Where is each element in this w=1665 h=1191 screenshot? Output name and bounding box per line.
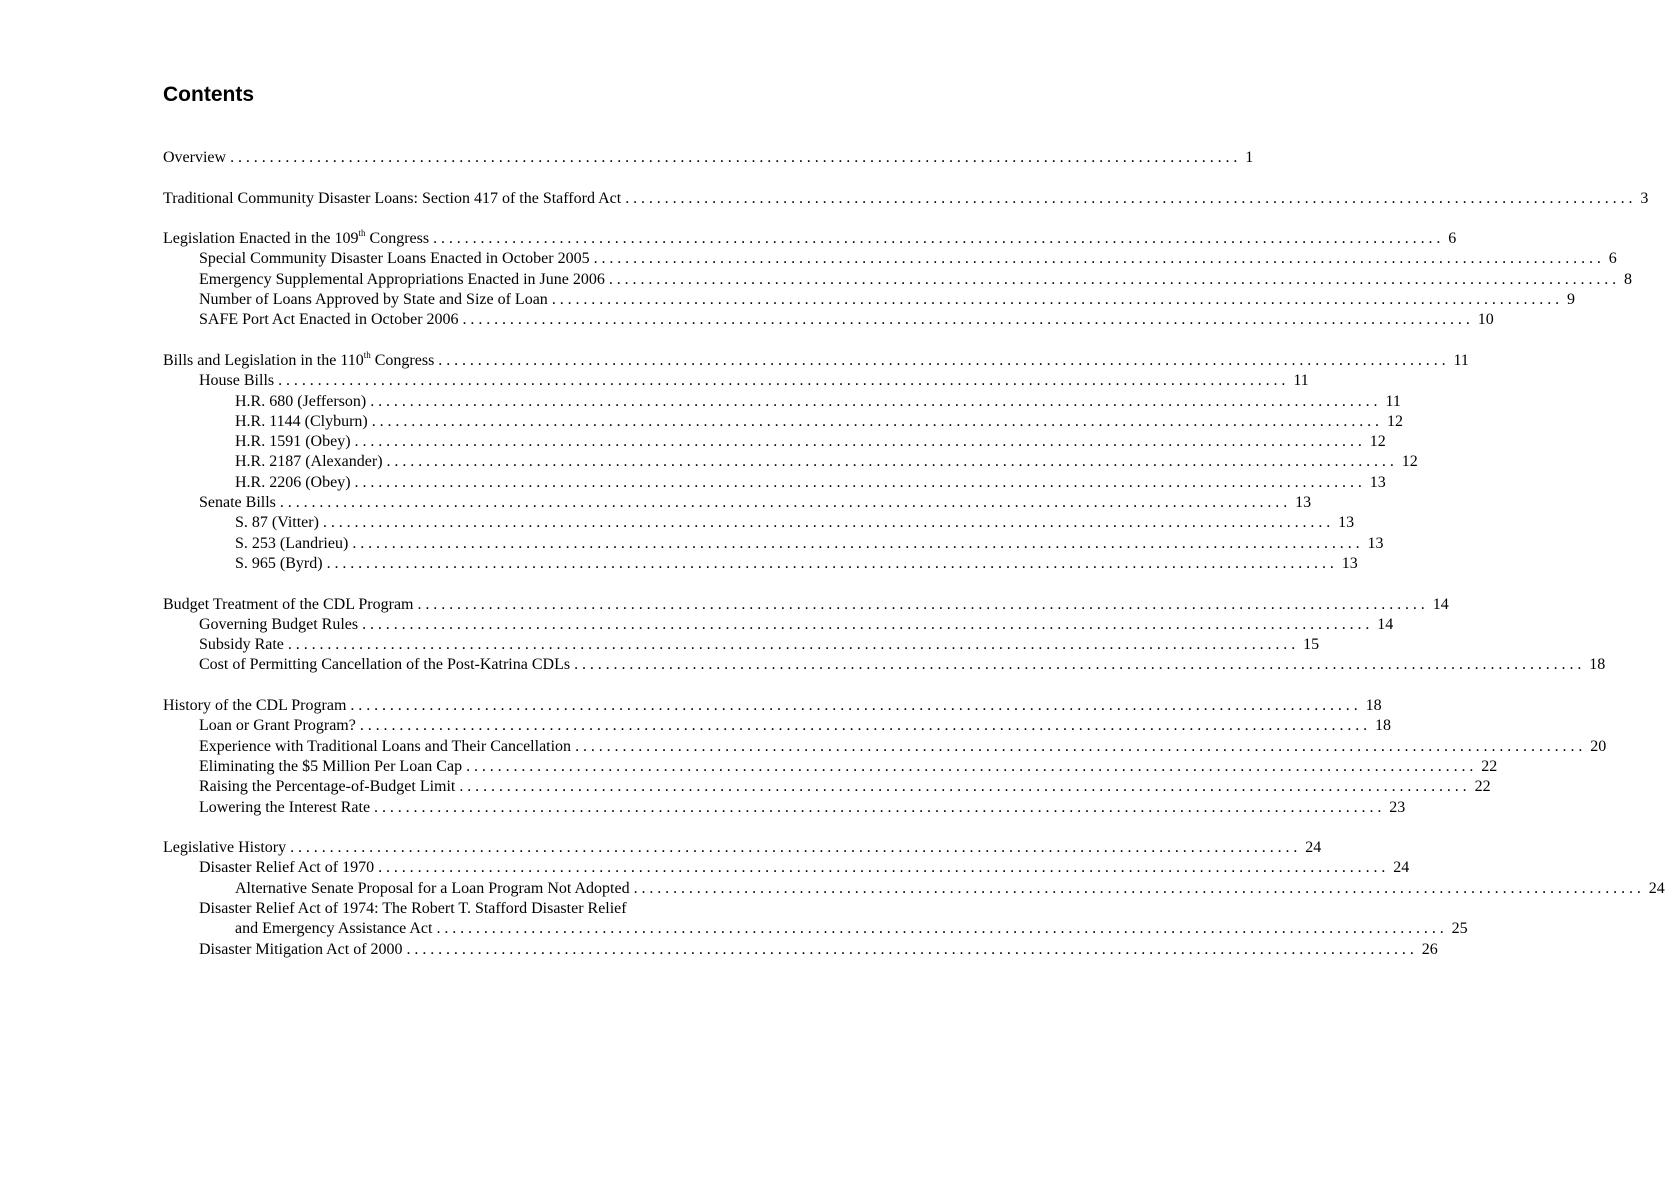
toc-entry[interactable] <box>163 716 1392 736</box>
dot-leader: ................................................................................................................................ <box>371 412 1383 430</box>
toc-page-number: 12 <box>1401 453 1418 471</box>
toc-entry-title: Eliminating the $5 Million Per Loan Cap <box>199 757 463 775</box>
table-of-contents <box>163 148 1665 980</box>
toc-entry[interactable] <box>163 513 1355 533</box>
toc-entry-title: Subsidy Rate <box>199 636 284 654</box>
toc-page-number: 18 <box>1589 656 1606 674</box>
toc-entry-title: Senate Bills <box>199 494 276 512</box>
toc-page-number: 12 <box>1386 412 1403 430</box>
toc-entry-title: Cost of Permitting Cancellation of the Post-Katrina CDLs <box>199 656 571 674</box>
dot-leader: ................................................................................................................................ <box>386 453 1398 471</box>
toc-entry-title: House Bills <box>199 372 275 390</box>
toc-entry[interactable] <box>163 757 1498 777</box>
toc-entry-title-text: Congress <box>365 230 430 248</box>
toc-page-number: 25 <box>1451 920 1468 938</box>
toc-entry-title: Disaster Relief Act of 1970 <box>199 859 375 877</box>
toc-page-number: 22 <box>1474 778 1491 796</box>
toc-page-number: 22 <box>1481 757 1498 775</box>
dot-leader: ................................................................................................................................ <box>230 149 1242 166</box>
toc-page-number: 14 <box>1377 615 1394 633</box>
toc-section <box>163 696 1607 818</box>
toc-page-number: 12 <box>1369 433 1386 451</box>
toc-entry-title: H.R. 2187 (Alexander) <box>235 453 383 471</box>
toc-page-number: 11 <box>1293 372 1309 390</box>
toc-entry[interactable] <box>163 432 1386 452</box>
ordinal-suffix: th <box>363 349 371 360</box>
toc-entry-title: H.R. 2206 (Obey) <box>235 473 351 491</box>
toc-entry-title: Legislative History <box>163 839 287 857</box>
dot-leader: ................................................................................................................................ <box>625 189 1637 207</box>
toc-entry[interactable] <box>163 493 1312 513</box>
toc-entry[interactable] <box>163 655 1606 675</box>
toc-entry[interactable] <box>163 899 758 919</box>
toc-section <box>163 349 1469 574</box>
toc-section <box>163 595 1606 676</box>
toc-page-number: 11 <box>1385 392 1401 410</box>
dot-leader: ................................................................................................................................ <box>374 798 1386 816</box>
toc-page-number: 13 <box>1369 473 1386 491</box>
dot-leader: ................................................................................................................................ <box>466 757 1478 775</box>
toc-page-number: 20 <box>1590 737 1607 755</box>
toc-entry[interactable] <box>163 310 1494 330</box>
dot-leader: ................................................................................................................................ <box>459 778 1471 796</box>
toc-page-number: 10 <box>1477 311 1494 329</box>
toc-entry-title: Budget Treatment of the CDL Program <box>163 595 414 613</box>
toc-section <box>163 189 1649 209</box>
toc-entry-title: Disaster Relief Act of 1974: The Robert T. Stafford Disaster Relief <box>199 899 627 917</box>
toc-entry-title: Experience with Traditional Loans and Their Cancellation <box>199 737 572 755</box>
toc-entry[interactable] <box>163 249 1617 269</box>
dot-leader: ................................................................................................................................ <box>326 554 1338 572</box>
toc-entry-title: H.R. 1144 (Clyburn) <box>235 412 368 430</box>
toc-entry[interactable] <box>163 189 1649 209</box>
dot-leader: ................................................................................................................................ <box>575 737 1587 755</box>
toc-entry[interactable] <box>163 635 1320 655</box>
toc-section <box>163 227 1633 330</box>
toc-entry[interactable] <box>163 371 1309 391</box>
toc-entry-title: Governing Budget Rules <box>199 615 359 633</box>
toc-entry-title: Traditional Community Disaster Loans: Section 417 of the Stafford Act <box>163 189 622 207</box>
toc-entry-title <box>163 351 434 371</box>
toc-entry[interactable] <box>163 290 1576 310</box>
toc-section <box>163 148 1254 168</box>
toc-entry-title: H.R. 680 (Jefferson) <box>235 392 367 410</box>
dot-leader: ................................................................................................................................ <box>370 392 1382 410</box>
dot-leader: ................................................................................................................................ <box>350 697 1362 715</box>
toc-page-number: 13 <box>1295 494 1312 512</box>
toc-entry[interactable] <box>163 554 1358 574</box>
toc-entry-title-text: Bills and Legislation in the 110 <box>163 351 364 369</box>
toc-page-number: 18 <box>1365 697 1382 715</box>
dot-leader: ................................................................................................................................ <box>279 494 1292 512</box>
toc-entry-title: and Emergency Assistance Act <box>235 920 433 938</box>
toc-entry-title: History of the CDL Program <box>163 697 347 715</box>
toc-entry[interactable] <box>163 879 1665 899</box>
dot-leader: ................................................................................................................................ <box>436 920 1448 938</box>
toc-entry[interactable] <box>163 838 1322 858</box>
toc-page-number: 18 <box>1375 717 1392 735</box>
toc-entry-title: Number of Loans Approved by State and Size of Loan <box>199 291 548 309</box>
toc-entry-title-text: Congress <box>370 351 435 369</box>
toc-page-number: 13 <box>1341 554 1358 572</box>
toc-entry-title <box>163 229 429 249</box>
toc-entry-title: Emergency Supplemental Appropriations Enacted in June 2006 <box>199 270 605 288</box>
toc-entry-title: S. 253 (Landrieu) <box>235 534 349 552</box>
toc-entry-title: Disaster Mitigation Act of 2000 <box>199 940 403 958</box>
toc-entry-title: S. 965 (Byrd) <box>235 554 323 572</box>
toc-entry[interactable] <box>163 737 1607 757</box>
toc-page-number: 11 <box>1453 351 1469 369</box>
toc-entry-title: Loan or Grant Program? <box>199 717 356 735</box>
toc-entry-title-text: Legislation Enacted in the 109 <box>163 230 359 248</box>
toc-page-number: 15 <box>1303 636 1320 654</box>
dot-leader: ................................................................................................................................ <box>362 615 1374 633</box>
dot-leader: ................................................................................................................................ <box>433 230 1445 248</box>
toc-entry-title: Special Community Disaster Loans Enacted in October 2005 <box>199 250 590 268</box>
toc-entry[interactable] <box>163 798 1406 818</box>
dot-leader: ................................................................................................................................ <box>322 514 1335 532</box>
toc-entry[interactable] <box>163 227 1457 249</box>
dot-leader: ................................................................................................................................ <box>406 940 1418 958</box>
toc-entry-title: Raising the Percentage-of-Budget Limit <box>199 778 456 796</box>
dot-leader: ................................................................................................................................ <box>378 859 1390 877</box>
dot-leader: ................................................................................................................................ <box>462 311 1474 329</box>
ordinal-suffix: th <box>358 227 366 238</box>
dot-leader: ................................................................................................................................ <box>352 534 1364 552</box>
dot-leader: ................................................................................................................................ <box>551 291 1564 309</box>
toc-entry[interactable] <box>163 940 1438 960</box>
toc-page-number: 26 <box>1421 940 1438 958</box>
toc-entry-title: H.R. 1591 (Obey) <box>235 433 351 451</box>
toc-entry-title: Overview <box>163 149 227 166</box>
toc-entry[interactable] <box>163 452 1418 472</box>
toc-page-number: 24 <box>1305 839 1322 857</box>
dot-leader: ................................................................................................................................ <box>359 717 1372 735</box>
toc-entry[interactable] <box>163 615 1394 635</box>
toc-entry-title: Alternative Senate Proposal for a Loan Program Not Adopted <box>235 879 630 897</box>
toc-page-number: 14 <box>1432 595 1449 613</box>
toc-entry[interactable] <box>163 270 1633 290</box>
dot-leader: ................................................................................................................................ <box>290 839 1302 857</box>
toc-page-number: 9 <box>1567 291 1576 309</box>
dot-leader: ................................................................................................................................ <box>608 270 1621 288</box>
dot-leader: ................................................................................................................................ <box>278 372 1290 390</box>
toc-entry-title: SAFE Port Act Enacted in October 2006 <box>199 311 459 329</box>
dot-leader: ................................................................................................................................ <box>633 879 1645 897</box>
toc-page-number: 13 <box>1338 514 1355 532</box>
toc-page-number: 6 <box>1608 250 1617 268</box>
dot-leader: ................................................................................................................................ <box>574 656 1586 674</box>
toc-entry-title: S. 87 (Vitter) <box>235 514 319 532</box>
toc-entry[interactable] <box>163 534 1384 554</box>
toc-entry[interactable] <box>163 777 1491 797</box>
toc-page-number: 6 <box>1448 230 1457 248</box>
toc-entry[interactable] <box>163 696 1382 716</box>
page-title: Contents <box>163 83 254 106</box>
dot-leader: ................................................................................................................................ <box>354 433 1366 451</box>
toc-page-number: 1 <box>1245 149 1254 166</box>
dot-leader: ................................................................................................................................ <box>354 473 1366 491</box>
toc-section <box>163 838 1665 960</box>
dot-leader: ................................................................................................................................ <box>417 595 1429 613</box>
toc-entry[interactable] <box>163 349 1469 371</box>
toc-page-number: 13 <box>1367 534 1384 552</box>
toc-entry[interactable] <box>163 473 1386 493</box>
toc-entry-title: Lowering the Interest Rate <box>199 798 371 816</box>
toc-page-number: 23 <box>1389 798 1406 816</box>
toc-entry[interactable] <box>163 858 1410 878</box>
dot-leader: ................................................................................................................................ <box>438 351 1450 369</box>
dot-leader: ................................................................................................................................ <box>593 250 1605 268</box>
toc-entry[interactable] <box>163 392 1401 412</box>
toc-page-number: 3 <box>1640 189 1649 207</box>
toc-page-number: 24 <box>1648 879 1665 897</box>
toc-page-number: 8 <box>1624 270 1633 288</box>
toc-page-number: 24 <box>1393 859 1410 877</box>
toc-entry[interactable] <box>163 412 1403 432</box>
toc-entry[interactable] <box>163 919 1468 939</box>
toc-entry[interactable] <box>163 595 1449 615</box>
dot-leader: ................................................................................................................................ <box>287 636 1300 654</box>
toc-entry[interactable] <box>163 148 1254 168</box>
